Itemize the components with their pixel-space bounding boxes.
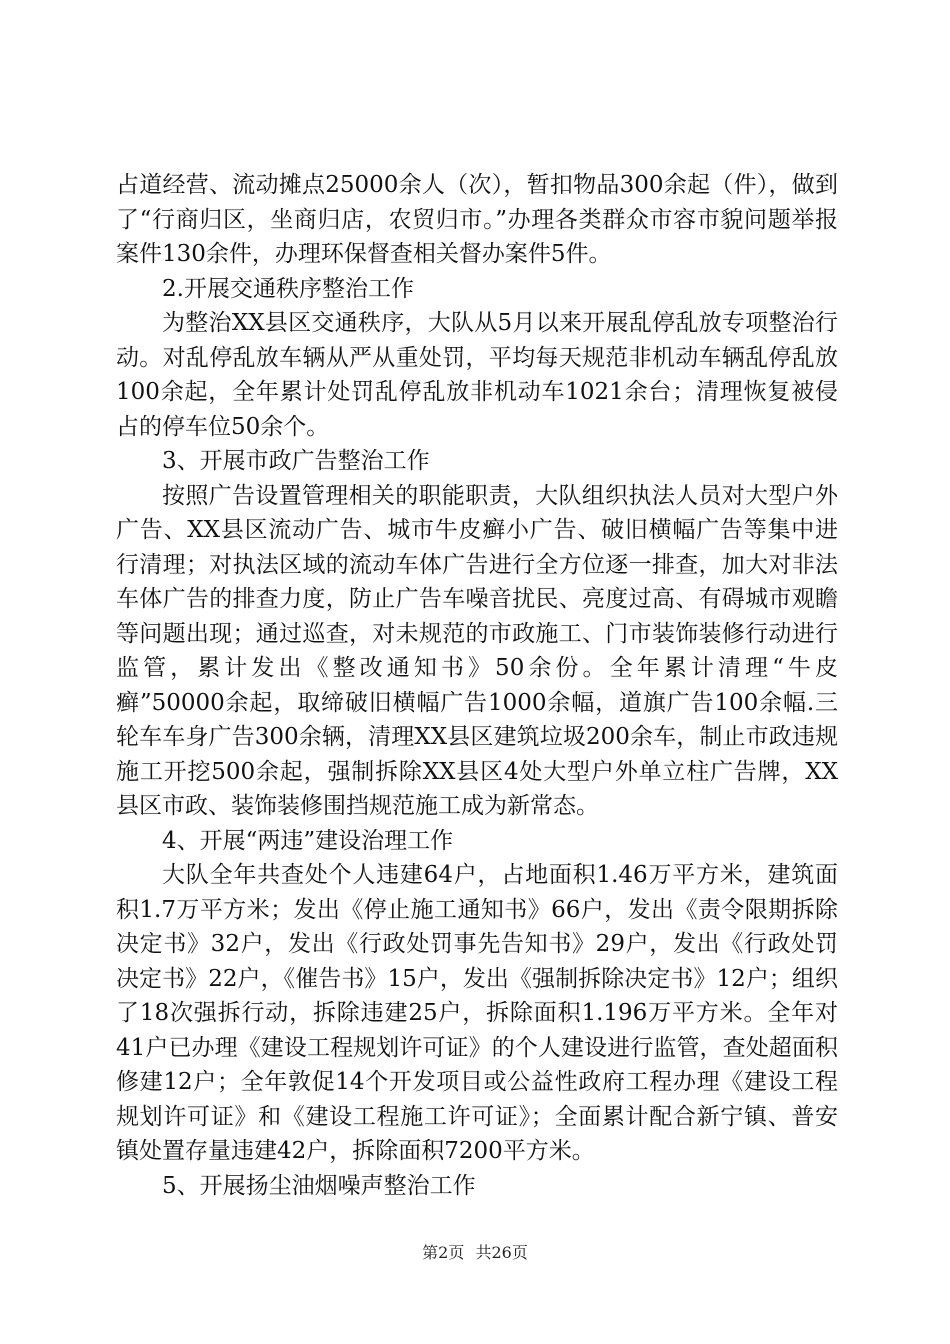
heading-traffic-order: 2.开展交通秩序整治工作	[162, 275, 414, 302]
paragraph-municipal-ads: 按照广告设置管理相关的职能职责，大队组织执法人员对大型户外广告、XX县区流动广告、城市牛皮癣小广告、破旧横幅广告等集中进行清理；对执法区域的流动车体广告进行全方位逐一排查，加大对非法车体广告的排查力度，防止广告车噪音扰民、亮度过高、有碍城市观瞻等问题出现；通过巡查，对未规范的市政施工、门市装饰装修行动进行监管，累计发出《整改通知书》50余份。全年累计清理“牛皮癣”50000余起，取缔破旧横幅广告1000余幅，道旗广告100余幅.三轮车车身广告300余辆，清理XX县区建筑垃圾200余车，制止市政违规施工开挖500余起，强制拆除XX县区4处大型户外单立柱广告牌，XX县区市政、装饰装修围挡规范施工成为新常态。	[116, 482, 838, 819]
paragraph-traffic-order: 为整治XX县区交通秩序，大队从5月以来开展乱停乱放专项整治行动。对乱停乱放车辆从严从重处罚，平均每天规范非机动车辆乱停乱放100余起，全年累计处罚乱停乱放非机动车1021余台；清理恢复被侵占的停车位50余个。	[116, 310, 838, 440]
document-body	[116, 168, 838, 1203]
paragraph-illegal-construction: 大队全年共查处个人违建64户，占地面积1.46万平方米，建筑面积1.7万平方米；发出《停止施工通知书》66户，发出《责令限期拆除决定书》32户，发出《行政处罚事先告知书》29户，发出《行政处罚决定书》22户，《催告书》15户，发出《强制拆除决定书》12户；组织了18次强拆行动，拆除违建25户，拆除面积1.196万平方米。全年对41户已办理《建设工程规划许可证》的个人建设进行监管，查处超面积修建12户；全年敦促14个开发项目或公益性政府工程办理《建设工程规划许可证》和《建设工程施工许可证》；全面累计配合新宁镇、普安镇处置存量违建42户，拆除面积7200平方米。	[116, 862, 838, 1164]
heading-illegal-construction: 4、开展“两违”建设治理工作	[162, 827, 454, 854]
heading-municipal-ads: 3、开展市政广告整治工作	[162, 448, 430, 474]
paragraph-street-vendors: 占道经营、流动摊点25000余人（次），暂扣物品300余起（件），做到了“行商归区，坐商归店，农贸归市。”办理各类群众市容市貌问题举报案件130余件，办理环保督查相关督办案件5件。	[116, 172, 838, 267]
page-number: 第2页	[422, 1243, 465, 1262]
page-total: 共26页	[475, 1243, 528, 1262]
heading-dust-smoke-noise: 5、开展扬尘油烟噪声整治工作	[162, 1172, 476, 1199]
page-footer	[0, 1243, 950, 1263]
